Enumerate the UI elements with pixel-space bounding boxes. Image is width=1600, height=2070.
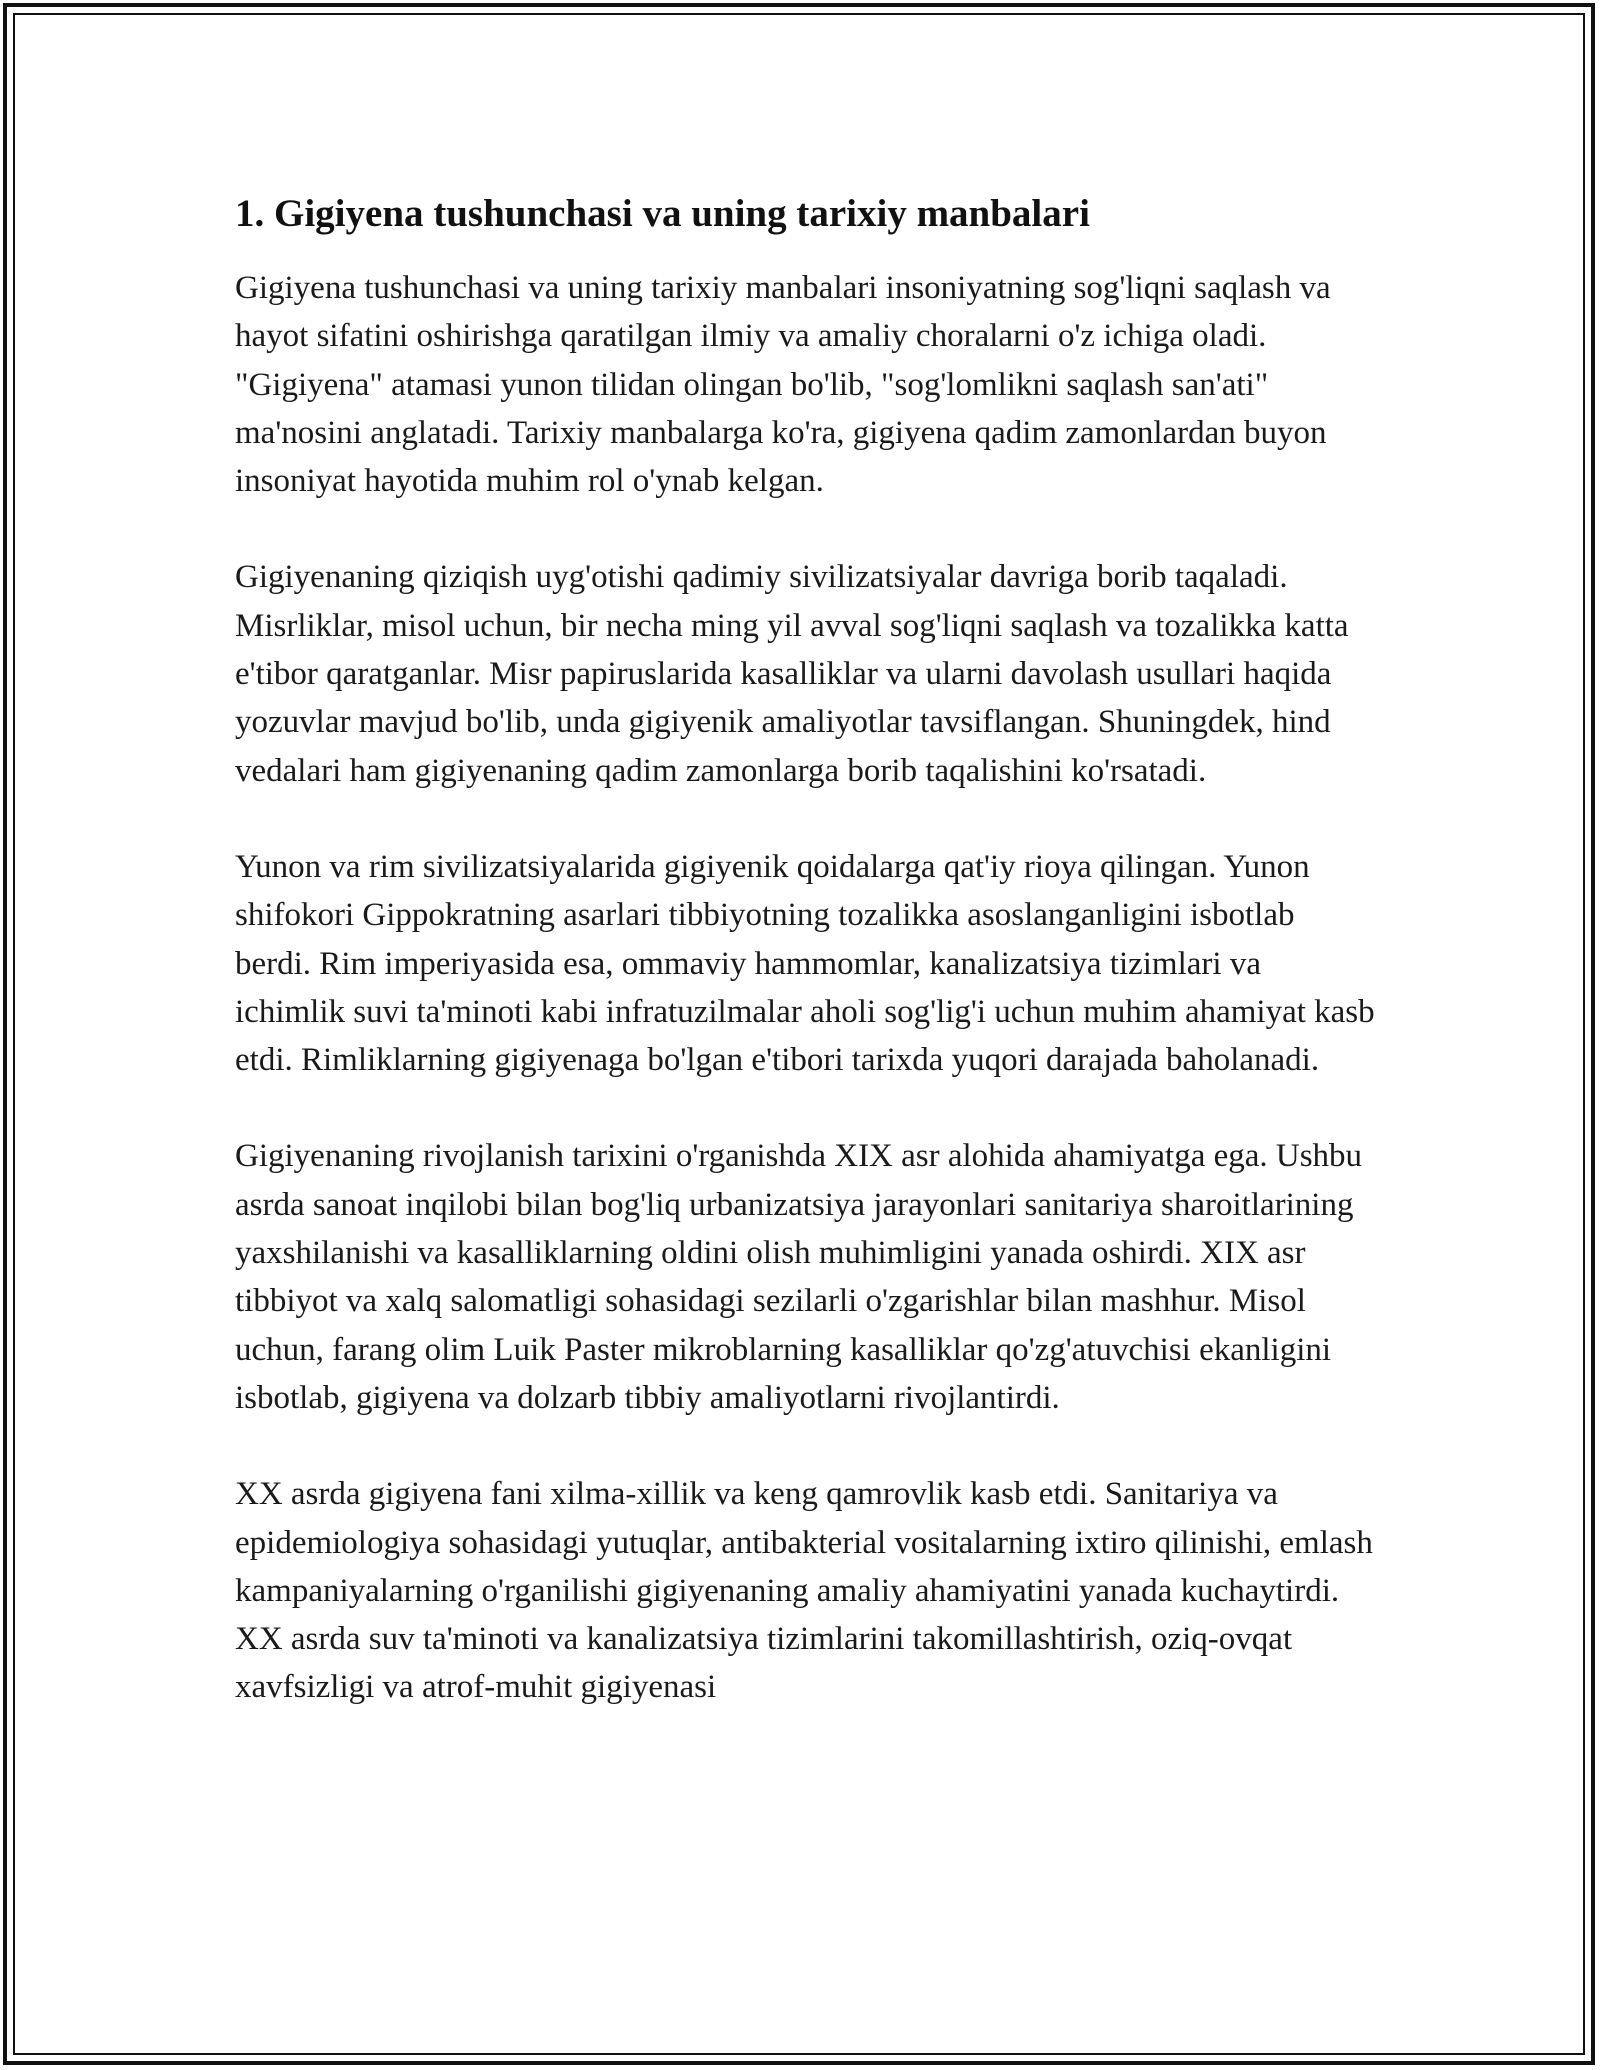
paragraph-2: Gigiyenaning qiziqish uyg'otishi qadimiy sivilizatsiyalar davriga borib taqaladi. Misrliklar, misol uchun, bir necha ming yil avval sog'liqni saqlash va tozalikka katta e'tibor qaratganlar. Misr papiruslarida kasalliklar va ularni davolash usullari haqida yozuvlar mavjud bo'lib, unda gigiyenik amaliyotlar tavsiflangan. Shuningdek, hind vedalari ham gigiyenaning qadim zamonlarga borib taqalishini ko'rsatadi.: [235, 559, 1349, 789]
document-body: [235, 190, 1375, 1760]
paragraph-3: Yunon va rim sivilizatsiyalarida gigiyenik qoidalarga qat'iy rioya qilingan. Yunon shifokori Gippokratning asarlari tibbiyotning tozalikka asoslanganligini isbotlab berdi. Rim imperiyasida esa, ommaviy hammomlar, kanalizatsiya tizimlari va ichimlik suvi ta'minoti kabi infratuzilmalar aholi sog'lig'i uchun muhim ahamiyat kasb etdi. Rimliklarning gigiyenaga bo'lgan e'tibori tarixda yuqori darajada baholanadi.: [235, 848, 1375, 1079]
paragraph-4: Gigiyenaning rivojlanish tarixini o'rganishda XIX asr alohida ahamiyatga ega. Ushbu asrda sanoat inqilobi bilan bog'liq urbanizatsiya jarayonlari sanitariya sharoitlarining yaxshilanishi va kasalliklarning oldini olish muhimligini yanada oshirdi. XIX asr tibbiyot va xalq salomatligi sohasidagi sezilarli o'zgarishlar bilan mashhur. Misol uchun, farang olim Luik Paster mikroblarning kasalliklar qo'zg'atuvchisi ekanligini isbotlab, gigiyena va dolzarb tibbiy amaliyotlarni rivojlantirdi.: [235, 1138, 1363, 1416]
paragraph-1: Gigiyena tushunchasi va uning tarixiy manbalari insoniyatning sog'liqni saqlash va hayot sifatini oshirishga qaratilgan ilmiy va amaliy choralarni o'z ichiga oladi. "Gigiyena" atamasi yunon tilidan olingan bo'lib, "sog'lomlikni saqlash san'ati" ma'nosini anglatadi. Tarixiy manbalarga ko'ra, gigiyena qadim zamonlardan buyon insoniyat hayotida muhim rol o'ynab kelgan.: [235, 270, 1331, 500]
paragraph-5: XX asrda gigiyena fani xilma-xillik va keng qamrovlik kasb etdi. Sanitariya va epidemiologiya sohasidagi yutuqlar, antibakterial vositalarning ixtiro qilinishi, emlash kampaniyalarning o'rganilishi gigiyenaning amaliy ahamiyatini yanada kuchaytirdi. XX asrda suv ta'minoti va kanalizatsiya tizimlarini takomillashtirish, oziq-ovqat xavfsizligi va atrof-muhit gigiyenasi: [235, 1476, 1373, 1706]
section-heading: 1. Gigiyena tushunchasi va uning tarixiy manbalari: [235, 192, 1090, 235]
